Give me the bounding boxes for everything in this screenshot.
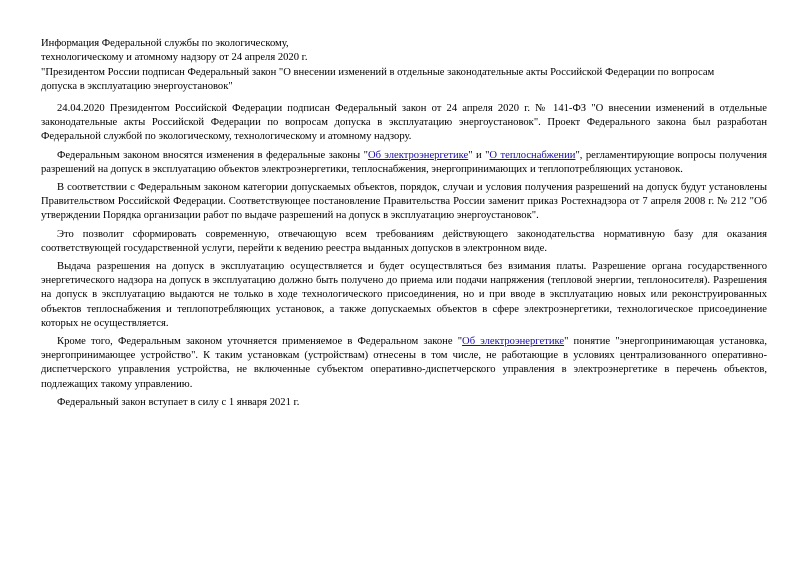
- paragraph-clarification: [41, 335, 767, 392]
- link-heat-supply-law[interactable]: О теплоснабжении: [489, 149, 576, 161]
- header-title-line: "Президентом России подписан Федеральный закон "О внесении изменений в отдельные законодательные акты Российской Федерации по вопросам: [41, 66, 715, 78]
- document-header: [41, 37, 771, 95]
- paragraph-signing: 24.04.2020 Президентом Российской Федерации подписан Федеральный закон от 24 апреля 2020 г. № 141-ФЗ "О внесении изменений в отдельные законодательные акты Российской Федерации по вопросам допуска в эксплуатацию энергоустановок". Проект Федерального закона был разработан Федеральной службой по экологическому, технологическому и атомному надзору.: [41, 103, 767, 143]
- link-electroenergetics-law[interactable]: Об электроэнергетике: [462, 336, 565, 348]
- paragraph-text: Федеральным законом вносятся изменения в федеральные законы ": [57, 149, 368, 161]
- paragraph-categories: В соответствии с Федеральным законом категории допускаемых объектов, порядок, случаи и условия получения разрешений на допуск будут установлены Правительством Российской Федерации. Соответствующее постановление Правительства России заменит приказ Ростехнадзора от 7 апреля 2008 г. № 212 "Об утверждении Порядка организации работ по выдаче разрешений на допуск в эксплуатацию энергоустановок".: [41, 182, 767, 222]
- paragraph-text: " понятие "энергопринимающая установка, энергопринимающее устройство". К таким установкам (устройствам) отнесены в том числе, не работающие в условиях централизованного оперативно-диспетчерского управления устройства, не включенные субъектом оперативно-диспетчерского управления в электроэнергетике в перечень объектов, подлежащих такому управлению.: [41, 336, 767, 390]
- document-body: [41, 102, 767, 414]
- header-title-line: допуска в эксплуатацию энергоустановок": [41, 81, 233, 93]
- paragraph-text: Кроме того, Федеральным законом уточняется применяемое в Федеральном законе ": [57, 336, 463, 348]
- paragraph-text: ", регламентирующие вопросы получения разрешений на допуск в эксплуатацию объектов электроэнергетики, теплоснабжения, энергопринимающих и теплопотребляющих установок.: [41, 149, 767, 175]
- paragraph-effective-date: Федеральный закон вступает в силу с 1 января 2021 г.: [57, 396, 300, 408]
- header-line: Информация Федеральной службы по экологическому,: [41, 38, 289, 49]
- paragraph-text: " и ": [468, 149, 490, 161]
- paragraph-amendments: [41, 149, 767, 177]
- paragraph-regulatory-base: Это позволит сформировать современную, отвечающую всем требованиям действующего законодательства нормативную базу для оказания соответствующей государственной услуги, перейти к ведению реестра выданных допусков в электронном виде.: [41, 228, 767, 254]
- header-line: технологическому и атомному надзору от 24 апреля 2020 г.: [41, 52, 308, 64]
- paragraph-issuance: Выдача разрешения на допуск в эксплуатацию осуществляется и будет осуществляться без взимания платы. Разрешение органа государственного энергетического надзора на допуск в эксплуатацию должно быть получено до приема или подачи напряжения (тепловой энергии, теплоносителя). Разрешения на допуск в эксплуатацию выдаются не только в ходе технологического присоединения, но и при вводе в эксплуатацию новых или реконструированных объектов теплоснабжения и теплопотребляющих установок, а также допускаемых объектов в сфере электроэнергетики, технологическое присоединение которых не осуществляется.: [41, 261, 767, 329]
- link-electroenergetics-law[interactable]: Об электроэнергетике: [367, 149, 469, 161]
